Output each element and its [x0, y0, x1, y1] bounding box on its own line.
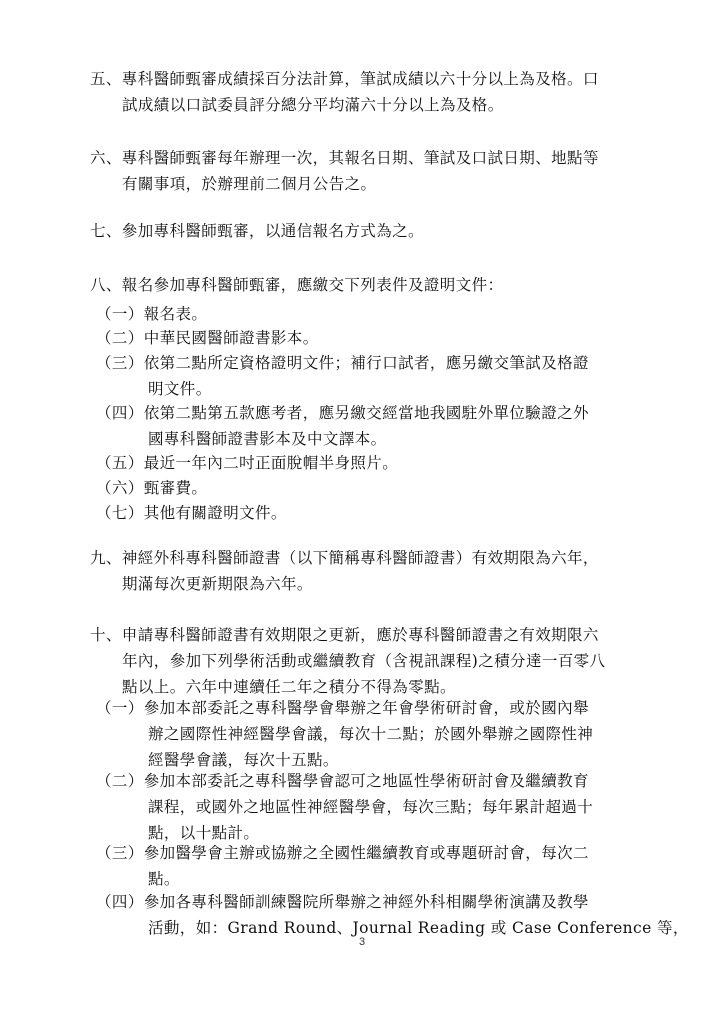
clause-10-item-2-line-1: （二）參加本部委託之專科醫學會認可之地區性學術研討會及繼續教育 — [96, 772, 589, 790]
clause-8-item-7-line-1: （七）其他有關證明文件。 — [96, 504, 287, 522]
clause-10-item-1 — [96, 695, 656, 773]
clause-8-item-2-line-1: （二）中華民國醫師證書影本。 — [96, 329, 319, 347]
clause-10-item-4-line-2: 活動，如：Grand Round、Journal Reading 或 Case Conference 等， — [148, 919, 689, 937]
clause-8-item-7 — [96, 500, 656, 526]
clause-8-item-4-line-1: （四）依第二點第五款應考者，應另繳交經當地我國駐外單位驗證之外 — [96, 404, 589, 422]
clause-8-item-1 — [96, 301, 656, 327]
clause-8-item-1-line-1: （一）報名表。 — [96, 305, 208, 323]
clause-8-item-5-line-1: （五）最近一年內二吋正面脫帽半身照片。 — [96, 454, 399, 472]
clause-8-item-4-line-2: 國專科醫師證書影本及中文譯本。 — [148, 430, 387, 448]
clause-10-item-2 — [96, 768, 656, 846]
clause-10-line-2: 年內，參加下列學術活動或繼續教育（含視訊課程)之積分達一百零八 — [122, 652, 606, 670]
clause-10-item-3-line-2: 點。 — [148, 870, 180, 888]
clause-5-line-1: 五、專科醫師甄審成績採百分法計算，筆試成績以六十分以上為及格。口 — [90, 70, 599, 88]
clause-10-item-1-line-1: （一）參加本部委託之專科醫學會舉辦之年會學術研討會，或於國內舉 — [96, 699, 589, 717]
clause-8-item-3-line-2: 明文件。 — [148, 380, 212, 398]
clause-8-item-6-line-1: （六）甄審費。 — [96, 479, 208, 497]
clause-8-item-3-line-1: （三）依第二點所定資格證明文件；補行口試者，應另繳交筆試及格證 — [96, 354, 589, 372]
clause-10-item-3 — [96, 840, 656, 892]
clause-10-line-1: 十、申請專科醫師證書有效期限之更新，應於專科醫師證書之有效期限六 — [90, 626, 599, 644]
clause-8-item-4 — [96, 400, 656, 452]
clause-10-line-3: 點以上。六年中連續任二年之積分不得為零點。 — [122, 678, 456, 696]
clause-10-item-4 — [96, 889, 689, 941]
clause-7-line-1: 七、參加專科醫師甄審，以通信報名方式為之。 — [90, 222, 424, 240]
clause-10-item-2-line-3: 點，以十點計。 — [148, 824, 260, 842]
clause-10-item-2-line-2: 課程，或國外之地區性神經醫學會，每次三點；每年累計超過十 — [148, 798, 594, 816]
clause-10-item-4-line-1: （四）參加各專科醫師訓練醫院所舉辦之神經外科相關學術演講及教學 — [96, 893, 589, 911]
clause-6 — [90, 145, 650, 197]
page-number: 3 — [358, 936, 366, 948]
clause-5 — [90, 66, 650, 118]
clause-8-item-3 — [96, 350, 656, 402]
clause-10-item-1-line-2: 辦之國際性神經醫學會議，每次十二點；於國外舉辦之國際性神 — [148, 725, 594, 743]
clause-8-item-2 — [96, 325, 656, 351]
clause-8-item-6 — [96, 475, 656, 501]
clause-10-item-1-line-3: 經醫學會議，每次十五點。 — [148, 751, 339, 769]
clause-6-line-1: 六、專科醫師甄審每年辦理一次，其報名日期、筆試及口試日期、地點等 — [90, 149, 599, 167]
clause-8 — [90, 272, 650, 298]
clause-9-line-2: 期滿每次更新期限為六年。 — [122, 575, 313, 593]
clause-8-line-1: 八、報名參加專科醫師甄審，應繳交下列表件及證明文件： — [90, 276, 504, 294]
clause-10 — [90, 622, 650, 700]
clause-8-item-5 — [96, 450, 656, 476]
clause-10-item-3-line-1: （三）參加醫學會主辦或協辦之全國性繼續教育或專題研討會，每次二 — [96, 844, 589, 862]
clause-5-line-2: 試成績以口試委員評分總分平均滿六十分以上為及格。 — [122, 96, 504, 114]
clause-9-line-1: 九、神經外科專科醫師證書（以下簡稱專科醫師證書）有效期限為六年， — [90, 549, 599, 567]
clause-7 — [90, 218, 650, 244]
clause-6-line-2: 有關事項，於辦理前二個月公告之。 — [122, 175, 377, 193]
clause-9 — [90, 545, 650, 597]
